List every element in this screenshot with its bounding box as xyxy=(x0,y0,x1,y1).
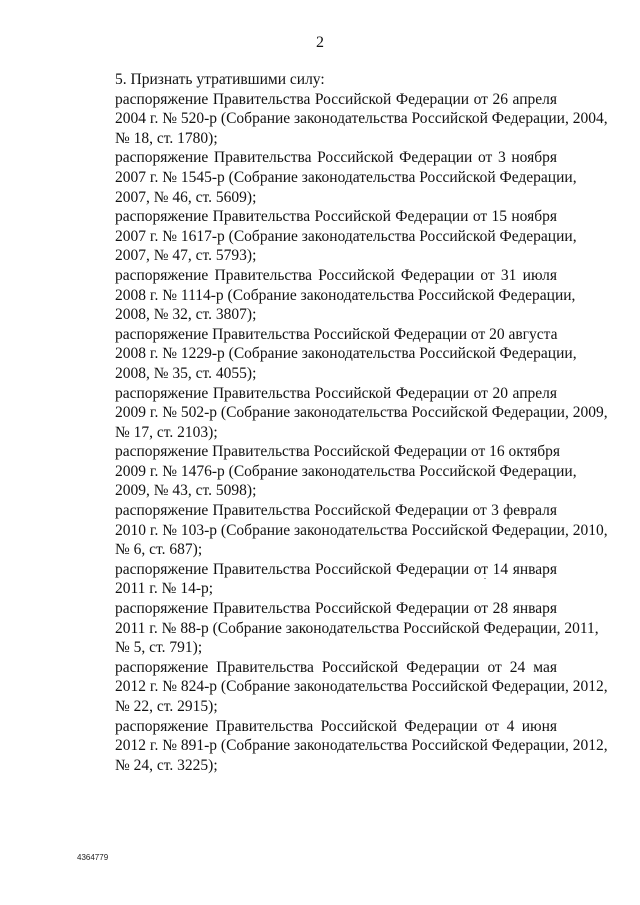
order-line: 2007 г. № 1617-р (Собрание законодательства Российской Федерации, xyxy=(115,227,577,245)
revoked-order-item xyxy=(77,442,577,501)
order-line-first: распоряжение Правительства Российской Федерации от 14 января xyxy=(115,560,557,578)
order-line: 2009, № 43, ст. 5098); xyxy=(115,482,257,500)
order-line: 2008 г. № 1229-р (Собрание законодательства Российской Федерации, xyxy=(115,345,577,363)
revoked-order-item xyxy=(77,90,608,149)
order-line: № 17, ст. 2103); xyxy=(115,423,218,441)
order-line: 2008, № 32, ст. 3807); xyxy=(115,306,257,324)
section-heading: 5. Признать утратившими силу: xyxy=(115,71,325,88)
order-line: 2008, № 35, ст. 4055); xyxy=(115,364,257,382)
order-line: № 5, ст. 791); xyxy=(115,639,203,657)
revoked-order-item xyxy=(77,501,608,560)
revoked-order-item xyxy=(77,325,577,384)
page-number: 2 xyxy=(316,34,324,51)
order-line-first: распоряжение Правительства Российской Федерации от 3 февраля xyxy=(115,502,557,520)
order-line: № 24, ст. 3225); xyxy=(115,756,218,774)
order-line: № 6, ст. 687); xyxy=(115,541,203,559)
order-line: 2008 г. № 1114-р (Собрание законодательства Российской Федерации, xyxy=(115,286,576,304)
revoked-order-item xyxy=(77,560,557,599)
order-line: 2004 г. № 520-р (Собрание законодательства Российской Федерации, 2004, xyxy=(115,110,608,128)
revoked-order-item xyxy=(77,717,608,776)
order-line-first: распоряжение Правительства Российской Федерации от 24 мая xyxy=(115,658,557,676)
order-line-first: распоряжение Правительства Российской Федерации от 31 июля xyxy=(115,266,557,284)
order-line: 2007 г. № 1545-р (Собрание законодательства Российской Федерации, xyxy=(115,168,577,186)
order-line-first: распоряжение Правительства Российской Федерации от 15 ноября xyxy=(115,208,557,226)
order-line: № 18, ст. 1780); xyxy=(115,129,218,147)
order-line-first: распоряжение Правительства Российской Федерации от 16 октября xyxy=(115,443,561,461)
order-line-first: распоряжение Правительства Российской Федерации от 3 ноября xyxy=(115,149,557,167)
order-line-first: распоряжение Правительства Российской Федерации от 20 апреля xyxy=(115,384,557,402)
order-line: 2012 г. № 824-р (Собрание законодательства Российской Федерации, 2012, xyxy=(115,678,608,696)
order-line-first: распоряжение Правительства Российской Федерации от 26 апреля xyxy=(115,90,557,108)
order-line: 2010 г. № 103-р (Собрание законодательства Российской Федерации, 2010, xyxy=(115,521,608,539)
revoked-order-item xyxy=(77,266,576,325)
document-body xyxy=(77,70,608,775)
revoked-order-item xyxy=(77,384,608,443)
order-line: 2007, № 47, ст. 5793); xyxy=(115,247,257,265)
order-line: 2011 г. № 14-р; xyxy=(115,580,214,598)
order-line: 2009 г. № 502-р (Собрание законодательства Российской Федерации, 2009, xyxy=(115,404,608,422)
order-line-first: распоряжение Правительства Российской Федерации от 20 августа xyxy=(115,325,558,343)
revoked-order-item xyxy=(77,148,577,207)
revoked-orders-list xyxy=(77,90,608,776)
revoked-order-item xyxy=(77,207,577,266)
order-line: № 22, ст. 2915); xyxy=(115,698,218,715)
order-line: 2009 г. № 1476-р (Собрание законодательства Российской Федерации, xyxy=(115,462,577,480)
order-line-first: распоряжение Правительства Российской Федерации от 4 июня xyxy=(115,717,557,735)
revoked-order-item xyxy=(77,658,608,717)
order-line: 2011 г. № 88-р (Собрание законодательства Российской Федерации, 2011, xyxy=(115,619,599,637)
document-code: 4364779 xyxy=(77,853,109,862)
revoked-order-item xyxy=(77,599,599,658)
order-line-first: распоряжение Правительства Российской Федерации от 28 января xyxy=(115,600,557,618)
order-line: 2012 г. № 891-р (Собрание законодательства Российской Федерации, 2012, xyxy=(115,737,608,755)
scan-speck xyxy=(484,578,486,579)
order-line: 2007, № 46, ст. 5609); xyxy=(115,188,257,206)
